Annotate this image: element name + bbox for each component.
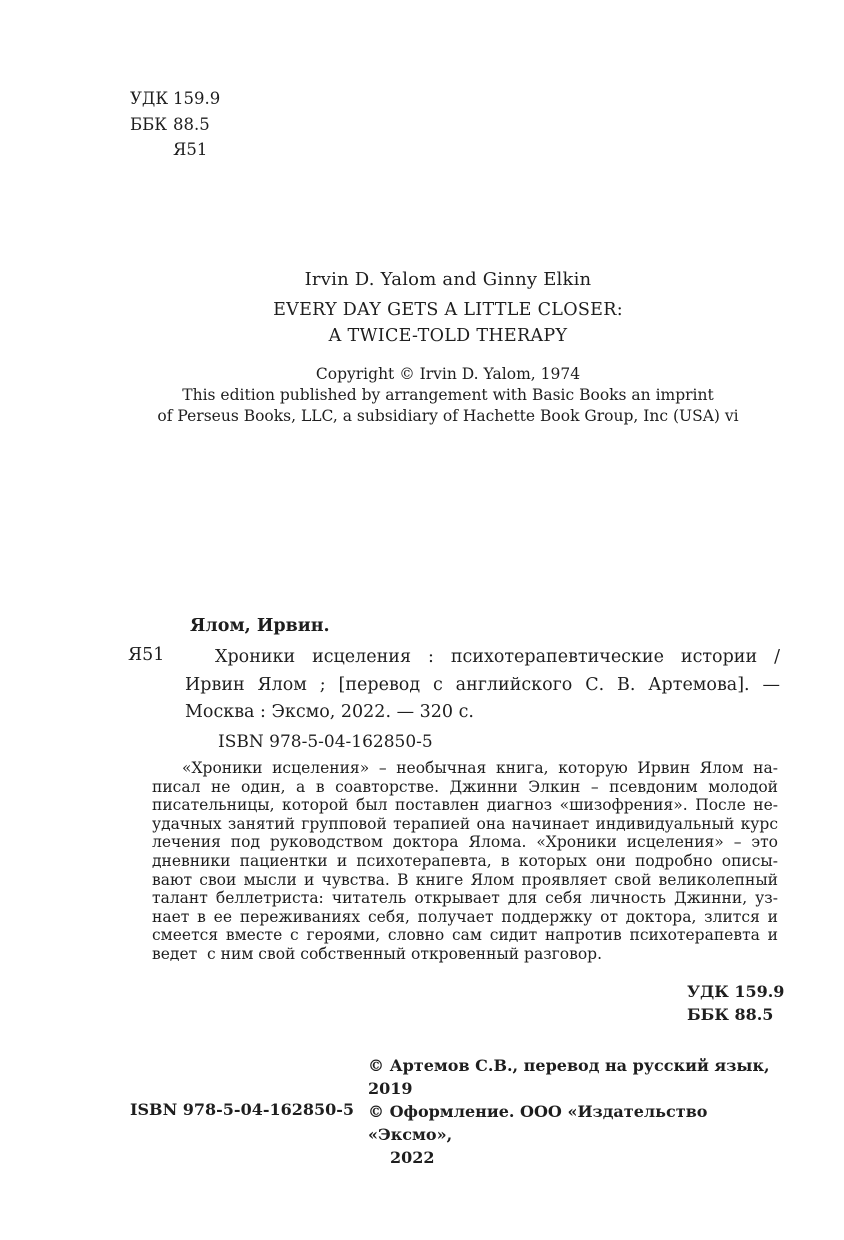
classification-top: [130, 86, 220, 163]
udk-top-row: [130, 86, 220, 112]
original-authors: Irvin D. Yalom and Ginny Elkin: [304, 269, 592, 290]
copyright-notice-line2: This edition published by arrangement with Basic Books an imprint: [182, 386, 714, 404]
copyright-notice: [120, 364, 776, 427]
annotation-line: ведет с ним свой собственный откровенный разговор.: [152, 944, 603, 963]
bib-line3: Москва : Эксмо, 2022. — 320 с.: [185, 702, 474, 722]
isbn-bottom: ISBN 978-5-04-162850-5: [130, 1100, 355, 1119]
udk-bottom-value: УДК 159.9: [687, 982, 785, 1001]
annotation-line: удачных занятий групповой терапией она начинает индивидуальный курс: [152, 814, 778, 833]
author-sign-row: [130, 137, 220, 163]
bib-line2: Ирвин Ялом ; [перевод с английского С. В. Артемова]. —: [185, 674, 780, 695]
russian-copyright-block: [368, 1054, 788, 1169]
copyright-translation-line: © Артемов С.В., перевод на русский язык, 2019: [368, 1056, 770, 1098]
annotation-line: лечения под руководством доктора Ялома. «Хроники исцеления» – это: [152, 833, 778, 852]
copyright-year-line: 2022: [390, 1148, 435, 1167]
annotation-line: нает в ее переживаниях себя, получает поддержку от доктора, злится и: [152, 907, 778, 926]
annotation-line: писал не один, а в соавторстве. Джинни Элкин – псевдоним молодой: [152, 777, 778, 796]
bib-author-sign: Я51: [128, 645, 165, 665]
bbk-top-row: [130, 112, 220, 138]
copyright-notice-line3: of Perseus Books, LLC, a subsidiary of Hachette Book Group, Inc (USA) vi: [157, 407, 739, 425]
annotation-paragraph: [152, 759, 778, 964]
bbk-bottom-value: ББК 88.5: [687, 1004, 774, 1024]
annotation-line: вают свои мысли и чувства. В книге Ялом проявляет свой великолепный: [152, 870, 778, 889]
author-sign-top: Я51: [173, 140, 208, 159]
isbn-entry: ISBN 978-5-04-162850-5: [218, 732, 433, 752]
annotation-line: дневники пациентки и психотерапевта, в которых они подробно описы-: [152, 851, 778, 870]
original-title-line2: A TWICE-TOLD THERAPY: [328, 326, 568, 346]
annotation-line: писательницы, которой был поставлен диагноз «шизофрения». После не-: [152, 796, 778, 815]
copyright-notice-line1: Copyright © Irvin D. Yalom, 1974: [315, 365, 581, 383]
udk-value: 159.9: [173, 89, 221, 108]
copyright-design-line: © Оформление. ООО «Издательство «Эксмо»,: [368, 1102, 708, 1144]
bib-description: [185, 644, 780, 727]
annotation-line: талант беллетриста: читатель открывает для себя личность Джинни, уз-: [152, 889, 778, 908]
bib-line1: Хроники исцеления : психотерапевтические истории /: [215, 647, 780, 667]
original-title-line1: EVERY DAY GETS A LITTLE CLOSER:: [273, 300, 623, 320]
original-title-block: [120, 269, 776, 349]
annotation-line: смеется вместе с героями, словно сам сидит напротив психотерапевта и: [152, 926, 778, 945]
bbk-label: ББК: [130, 114, 168, 134]
udk-label: УДК: [130, 89, 169, 108]
classification-bottom: [687, 981, 784, 1026]
bib-author-heading: Ялом, Ирвин.: [190, 616, 330, 636]
annotation-line: «Хроники исцеления» – необычная книга, которую Ирвин Ялом на-: [182, 759, 778, 777]
bbk-value: 88.5: [173, 114, 210, 134]
